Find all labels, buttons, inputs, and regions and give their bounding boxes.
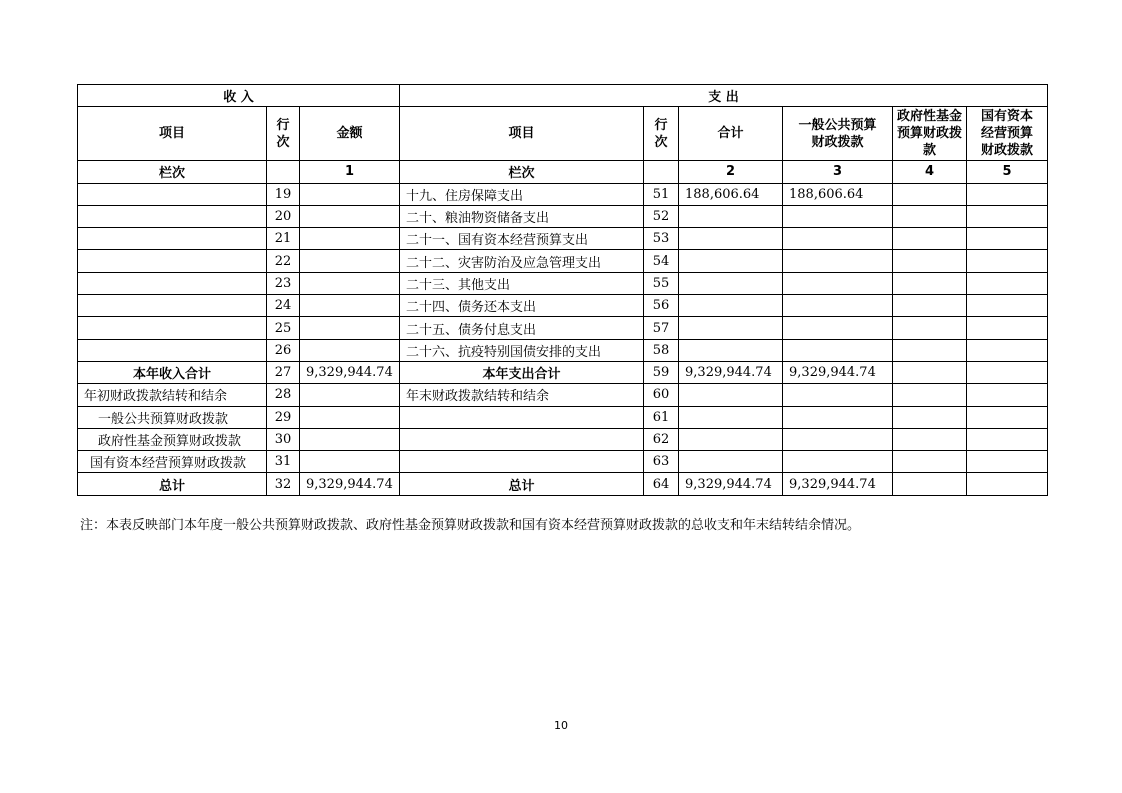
income-item-cell: 年初财政拨款结转和结余 (78, 384, 267, 406)
expense-total-cell (679, 428, 783, 450)
expense-row-no-cell: 55 (644, 272, 679, 294)
col-index-exp-blank (644, 161, 679, 183)
general-budget-cell (783, 272, 893, 294)
income-item-cell: 国有资本经营预算财政拨款 (78, 451, 267, 473)
grand-total-row (78, 473, 1048, 495)
expense-item-cell: 二十二、灾害防治及应急管理支出 (400, 250, 644, 272)
income-item-cell (78, 183, 267, 205)
year-income-total-amount: 9,329,944.74 (300, 361, 400, 383)
col-index-gov-fund: 4 (893, 161, 967, 183)
expense-row-no-cell: 60 (644, 384, 679, 406)
gov-fund-cell (893, 183, 967, 205)
general-budget-cell (783, 295, 893, 317)
gov-fund-cell (893, 384, 967, 406)
col-header-exp-item: 项目 (400, 107, 644, 161)
year-income-total-label: 本年收入合计 (78, 361, 267, 383)
col-index-exp-label: 栏次 (400, 161, 644, 183)
income-item-cell (78, 205, 267, 227)
gov-fund-cell (893, 451, 967, 473)
income-item-cell (78, 295, 267, 317)
income-row-no-cell: 26 (267, 339, 300, 361)
general-budget-cell (783, 339, 893, 361)
state-capital-cell (967, 451, 1048, 473)
income-amount-cell (300, 428, 400, 450)
expense-row-no-cell: 58 (644, 339, 679, 361)
table-row (78, 228, 1048, 250)
general-budget-cell (783, 250, 893, 272)
expense-row-no-cell: 51 (644, 183, 679, 205)
col-index-state-capital: 5 (967, 161, 1048, 183)
expense-item-cell (400, 428, 644, 450)
fiscal-appropriation-table (77, 84, 1048, 496)
income-amount-cell (300, 384, 400, 406)
expense-row-no-cell: 61 (644, 406, 679, 428)
table-row (78, 339, 1048, 361)
general-budget-cell: 188,606.64 (783, 183, 893, 205)
gov-fund-cell (893, 473, 967, 495)
gov-fund-cell (893, 317, 967, 339)
income-item-cell (78, 339, 267, 361)
gov-fund-cell (893, 205, 967, 227)
col-header-total: 合计 (679, 107, 783, 161)
expense-item-cell: 年末财政拨款结转和结余 (400, 384, 644, 406)
col-header-row-no: 行次 (267, 107, 300, 161)
year-general-budget-amount: 9,329,944.74 (783, 361, 893, 383)
income-row-no-cell: 22 (267, 250, 300, 272)
expense-total-cell (679, 228, 783, 250)
gov-fund-cell (893, 339, 967, 361)
col-header-gov-fund: 政府性基金预算财政拨款 (893, 107, 967, 161)
income-amount-cell (300, 339, 400, 361)
table-row (78, 205, 1048, 227)
table-row (78, 250, 1048, 272)
income-item-cell (78, 272, 267, 294)
state-capital-cell (967, 339, 1048, 361)
carry-row (78, 384, 1048, 406)
expense-total-cell (679, 384, 783, 406)
col-header-general-budget: 一般公共预算财政拨款 (783, 107, 893, 161)
state-capital-cell (967, 406, 1048, 428)
carry-row (78, 451, 1048, 473)
general-budget-cell (783, 317, 893, 339)
income-amount-cell (300, 317, 400, 339)
expense-item-cell: 二十五、债务付息支出 (400, 317, 644, 339)
gov-fund-cell (893, 406, 967, 428)
year-total-row (78, 361, 1048, 383)
expense-row-no-cell: 62 (644, 428, 679, 450)
expense-row-no-cell: 63 (644, 451, 679, 473)
state-capital-cell (967, 361, 1048, 383)
income-row-no-cell: 28 (267, 384, 300, 406)
expense-grand-total-amount: 9,329,944.74 (679, 473, 783, 495)
general-budget-grand-total-amount: 9,329,944.74 (783, 473, 893, 495)
income-grand-total-amount: 9,329,944.74 (300, 473, 400, 495)
income-row-no-cell: 31 (267, 451, 300, 473)
state-capital-cell (967, 295, 1048, 317)
expense-total-cell (679, 295, 783, 317)
state-capital-cell (967, 317, 1048, 339)
expense-row-no-cell: 53 (644, 228, 679, 250)
income-item-cell (78, 228, 267, 250)
gov-fund-cell (893, 250, 967, 272)
gov-fund-cell (893, 295, 967, 317)
income-header-label: 收 入 (223, 90, 254, 106)
expense-total-cell (679, 451, 783, 473)
table-note: 注：本表反映部门本年度一般公共预算财政拨款、政府性基金预算财政拨款和国有资本经营预算财政拨款的总收支和年末结转结余情况。 (80, 518, 861, 533)
income-item-cell (78, 250, 267, 272)
expense-row-no-cell: 54 (644, 250, 679, 272)
col-index-blank (267, 161, 300, 183)
state-capital-cell (967, 384, 1048, 406)
general-budget-cell (783, 205, 893, 227)
income-row-no-cell: 32 (267, 473, 300, 495)
expense-row-no-cell: 59 (644, 361, 679, 383)
general-budget-cell (783, 406, 893, 428)
income-amount-cell (300, 451, 400, 473)
table-row (78, 183, 1048, 205)
general-budget-cell (783, 228, 893, 250)
expense-item-cell: 十九、住房保障支出 (400, 183, 644, 205)
income-amount-cell (300, 183, 400, 205)
income-amount-cell (300, 228, 400, 250)
expense-item-cell: 二十四、债务还本支出 (400, 295, 644, 317)
income-row-no-cell: 30 (267, 428, 300, 450)
expense-row-no-cell: 57 (644, 317, 679, 339)
expense-total-cell (679, 317, 783, 339)
expense-header-label: 支 出 (708, 90, 739, 106)
gov-fund-cell (893, 428, 967, 450)
income-grand-total-label: 总计 (78, 473, 267, 495)
expense-total-cell (679, 205, 783, 227)
expense-item-cell (400, 451, 644, 473)
table-row (78, 295, 1048, 317)
table-row (78, 317, 1048, 339)
income-row-no-cell: 24 (267, 295, 300, 317)
expense-total-cell (679, 339, 783, 361)
carry-row (78, 428, 1048, 450)
expense-total-cell (679, 406, 783, 428)
expense-item-cell: 二十三、其他支出 (400, 272, 644, 294)
col-header-state-capital: 国有资本经营预算财政拨款 (967, 107, 1048, 161)
state-capital-cell (967, 183, 1048, 205)
expense-row-no-cell: 52 (644, 205, 679, 227)
general-budget-cell (783, 384, 893, 406)
expense-grand-total-label: 总计 (400, 473, 644, 495)
gov-fund-cell (893, 361, 967, 383)
col-index-amount: 1 (300, 161, 400, 183)
income-row-no-cell: 27 (267, 361, 300, 383)
income-amount-cell (300, 295, 400, 317)
general-budget-cell (783, 451, 893, 473)
state-capital-cell (967, 205, 1048, 227)
expense-row-no-cell: 56 (644, 295, 679, 317)
carry-row (78, 406, 1048, 428)
state-capital-cell (967, 228, 1048, 250)
expense-total-cell (679, 250, 783, 272)
income-row-no-cell: 20 (267, 205, 300, 227)
expense-item-cell (400, 406, 644, 428)
col-index-total: 2 (679, 161, 783, 183)
expense-total-cell (679, 272, 783, 294)
state-capital-cell (967, 428, 1048, 450)
income-row-no-cell: 21 (267, 228, 300, 250)
income-row-no-cell: 25 (267, 317, 300, 339)
col-index-label: 栏次 (78, 161, 267, 183)
state-capital-cell (967, 272, 1048, 294)
year-expense-total-amount: 9,329,944.74 (679, 361, 783, 383)
year-expense-total-label: 本年支出合计 (400, 361, 644, 383)
income-header (78, 85, 400, 107)
state-capital-cell (967, 250, 1048, 272)
col-header-exp-row-no: 行次 (644, 107, 679, 161)
income-amount-cell (300, 205, 400, 227)
income-item-cell: 一般公共预算财政拨款 (78, 406, 267, 428)
state-capital-cell (967, 473, 1048, 495)
expense-item-cell: 二十六、抗疫特别国债安排的支出 (400, 339, 644, 361)
table-row (78, 272, 1048, 294)
expense-header (400, 85, 1048, 107)
page-number: 10 (554, 719, 568, 732)
expense-item-cell: 二十、粮油物资储备支出 (400, 205, 644, 227)
income-amount-cell (300, 250, 400, 272)
income-item-cell: 政府性基金预算财政拨款 (78, 428, 267, 450)
gov-fund-cell (893, 272, 967, 294)
expense-row-no-cell: 64 (644, 473, 679, 495)
expense-item-cell: 二十一、国有资本经营预算支出 (400, 228, 644, 250)
col-header-amount: 金额 (300, 107, 400, 161)
income-row-no-cell: 23 (267, 272, 300, 294)
income-amount-cell (300, 272, 400, 294)
income-row-no-cell: 29 (267, 406, 300, 428)
col-index-general-budget: 3 (783, 161, 893, 183)
income-row-no-cell: 19 (267, 183, 300, 205)
income-item-cell (78, 317, 267, 339)
expense-total-cell: 188,606.64 (679, 183, 783, 205)
gov-fund-cell (893, 228, 967, 250)
col-header-item: 项目 (78, 107, 267, 161)
income-amount-cell (300, 406, 400, 428)
general-budget-cell (783, 428, 893, 450)
